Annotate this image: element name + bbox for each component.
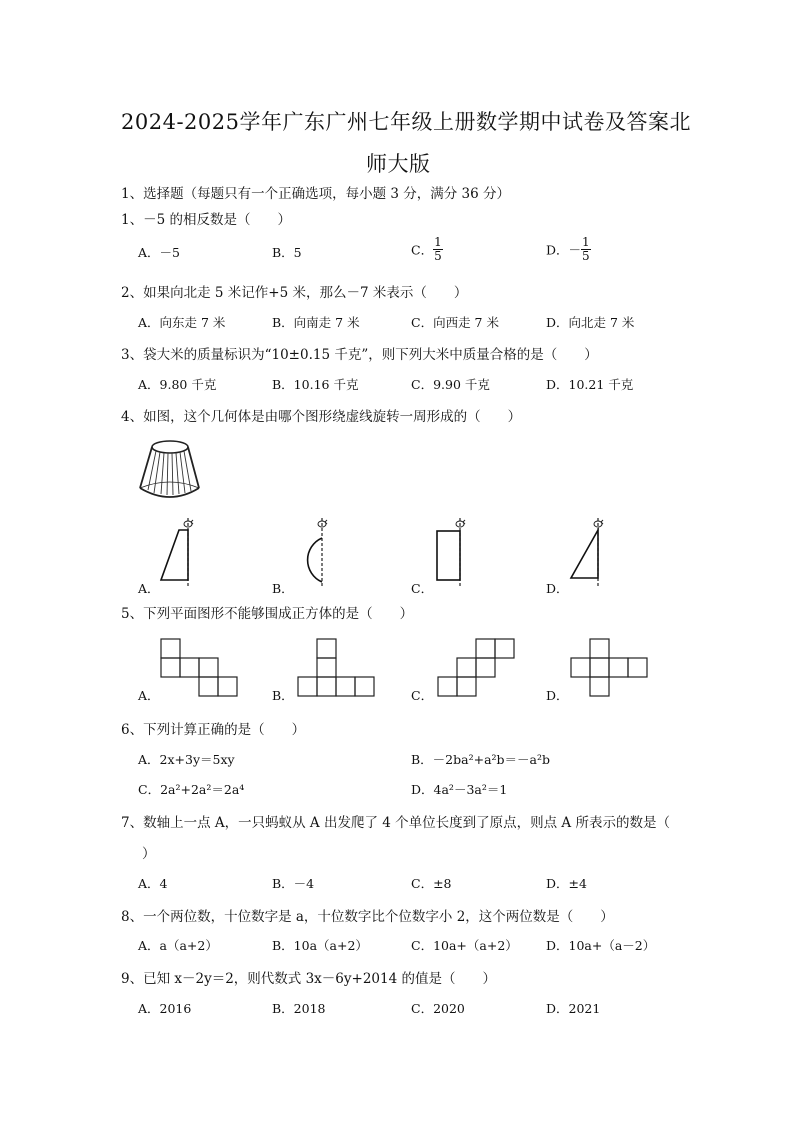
q2-option-c: C．向西走 7 米 xyxy=(411,315,499,330)
question-6-stem: 6、下列计算正确的是（ ） xyxy=(121,722,306,738)
q3-option-b: B．10.16 千克 xyxy=(272,377,359,392)
q1-option-a: A．－5 xyxy=(138,245,180,260)
q3-option-d: D．10.21 千克 xyxy=(546,377,634,392)
document-title-line2: 师大版 xyxy=(366,152,431,176)
fraction xyxy=(433,236,443,263)
question-1-stem: 1、－5 的相反数是（ ） xyxy=(121,212,291,228)
fraction-denominator: 5 xyxy=(582,249,590,263)
cube-net-a xyxy=(161,639,241,699)
q9-option-b: B．2018 xyxy=(272,1001,326,1016)
semicircle-rotation-figure xyxy=(290,514,335,590)
q1-option-b: B．5 xyxy=(272,245,302,260)
q5-option-d: D． xyxy=(546,688,569,703)
q5-option-a: A． xyxy=(138,688,160,703)
q7-option-d: D．±4 xyxy=(546,876,587,891)
q9-option-a: A．2016 xyxy=(138,1001,192,1016)
question-2-stem: 2、如果向北走 5 米记作+5 米，那么－7 米表示（ ） xyxy=(121,285,468,301)
cube-net-b xyxy=(298,639,378,699)
q8-option-a: A．a（a+2） xyxy=(138,938,218,953)
question-7-stem-continued: ） xyxy=(142,846,156,862)
question-9-stem: 9、已知 x－2y＝2，则代数式 3x－6y+2014 的值是（ ） xyxy=(121,971,496,987)
question-3-stem: 3、袋大米的质量标识为“10±0.15 千克”，则下列大米中质量合格的是（ ） xyxy=(121,347,598,363)
q9-option-c: C．2020 xyxy=(411,1001,465,1016)
document-title-line1: 2024-2025学年广东广州七年级上册数学期中试卷及答案北 xyxy=(121,110,691,134)
q6-option-d: D．4a²－3a²＝1 xyxy=(411,782,508,797)
question-7-stem: 7、数轴上一点 A，一只蚂蚁从 A 出发爬了 4 个单位长度到了原点，则点 A 所表示的数是（ xyxy=(121,815,670,831)
cube-net-c xyxy=(438,639,518,699)
q8-option-b: B．10a（a+2） xyxy=(272,938,368,953)
q2-option-a: A．向东走 7 米 xyxy=(138,315,226,330)
fraction xyxy=(581,236,591,263)
frustum-figure xyxy=(136,436,206,502)
q7-option-b: B．－4 xyxy=(272,876,315,891)
q1-option-c xyxy=(411,236,443,263)
q1-option-c-label: C． xyxy=(411,242,434,258)
question-4-stem: 4、如图，这个几何体是由哪个图形绕虚线旋转一周形成的（ ） xyxy=(121,409,522,425)
q4-option-d: D． xyxy=(546,581,569,596)
q2-option-d: D．向北走 7 米 xyxy=(546,315,635,330)
fraction-numerator: 1 xyxy=(582,235,590,249)
trapezoid-rotation-figure xyxy=(155,514,200,590)
fraction-denominator: 5 xyxy=(434,249,442,263)
q3-option-c: C．9.90 千克 xyxy=(411,377,490,392)
q1-option-d-label: D．－ xyxy=(546,242,582,258)
q3-option-a: A．9.80 千克 xyxy=(138,377,217,392)
q1-option-d xyxy=(546,236,591,263)
q6-option-b: B．－2ba²+a²b＝－a²b xyxy=(411,752,551,767)
q4-option-b: B． xyxy=(272,581,294,596)
section-heading: 1、选择题（每题只有一个正确选项，每小题 3 分，满分 36 分） xyxy=(121,186,511,202)
q6-option-c: C．2a²+2a²＝2a⁴ xyxy=(138,782,245,797)
q9-option-d: D．2021 xyxy=(546,1001,601,1016)
q4-option-a: A． xyxy=(138,581,160,596)
q8-option-d: D．10a+（a－2） xyxy=(546,938,656,953)
q5-option-c: C． xyxy=(411,688,434,703)
q8-option-c: C．10a+（a+2） xyxy=(411,938,518,953)
cube-net-d xyxy=(571,639,651,699)
fraction-numerator: 1 xyxy=(434,235,442,249)
q2-option-b: B．向南走 7 米 xyxy=(272,315,360,330)
rectangle-rotation-figure xyxy=(430,514,475,590)
q7-option-c: C．±8 xyxy=(411,876,452,891)
triangle-rotation-figure xyxy=(565,514,610,590)
q5-option-b: B． xyxy=(272,688,294,703)
question-5-stem: 5、下列平面图形不能够围成正方体的是（ ） xyxy=(121,606,414,622)
q4-option-c: C． xyxy=(411,581,434,596)
q6-option-a: A．2x+3y＝5xy xyxy=(138,752,235,767)
question-8-stem: 8、一个两位数，十位数字是 a，十位数字比个位数字小 2，这个两位数是（ ） xyxy=(121,909,614,925)
q7-option-a: A．4 xyxy=(138,876,168,891)
